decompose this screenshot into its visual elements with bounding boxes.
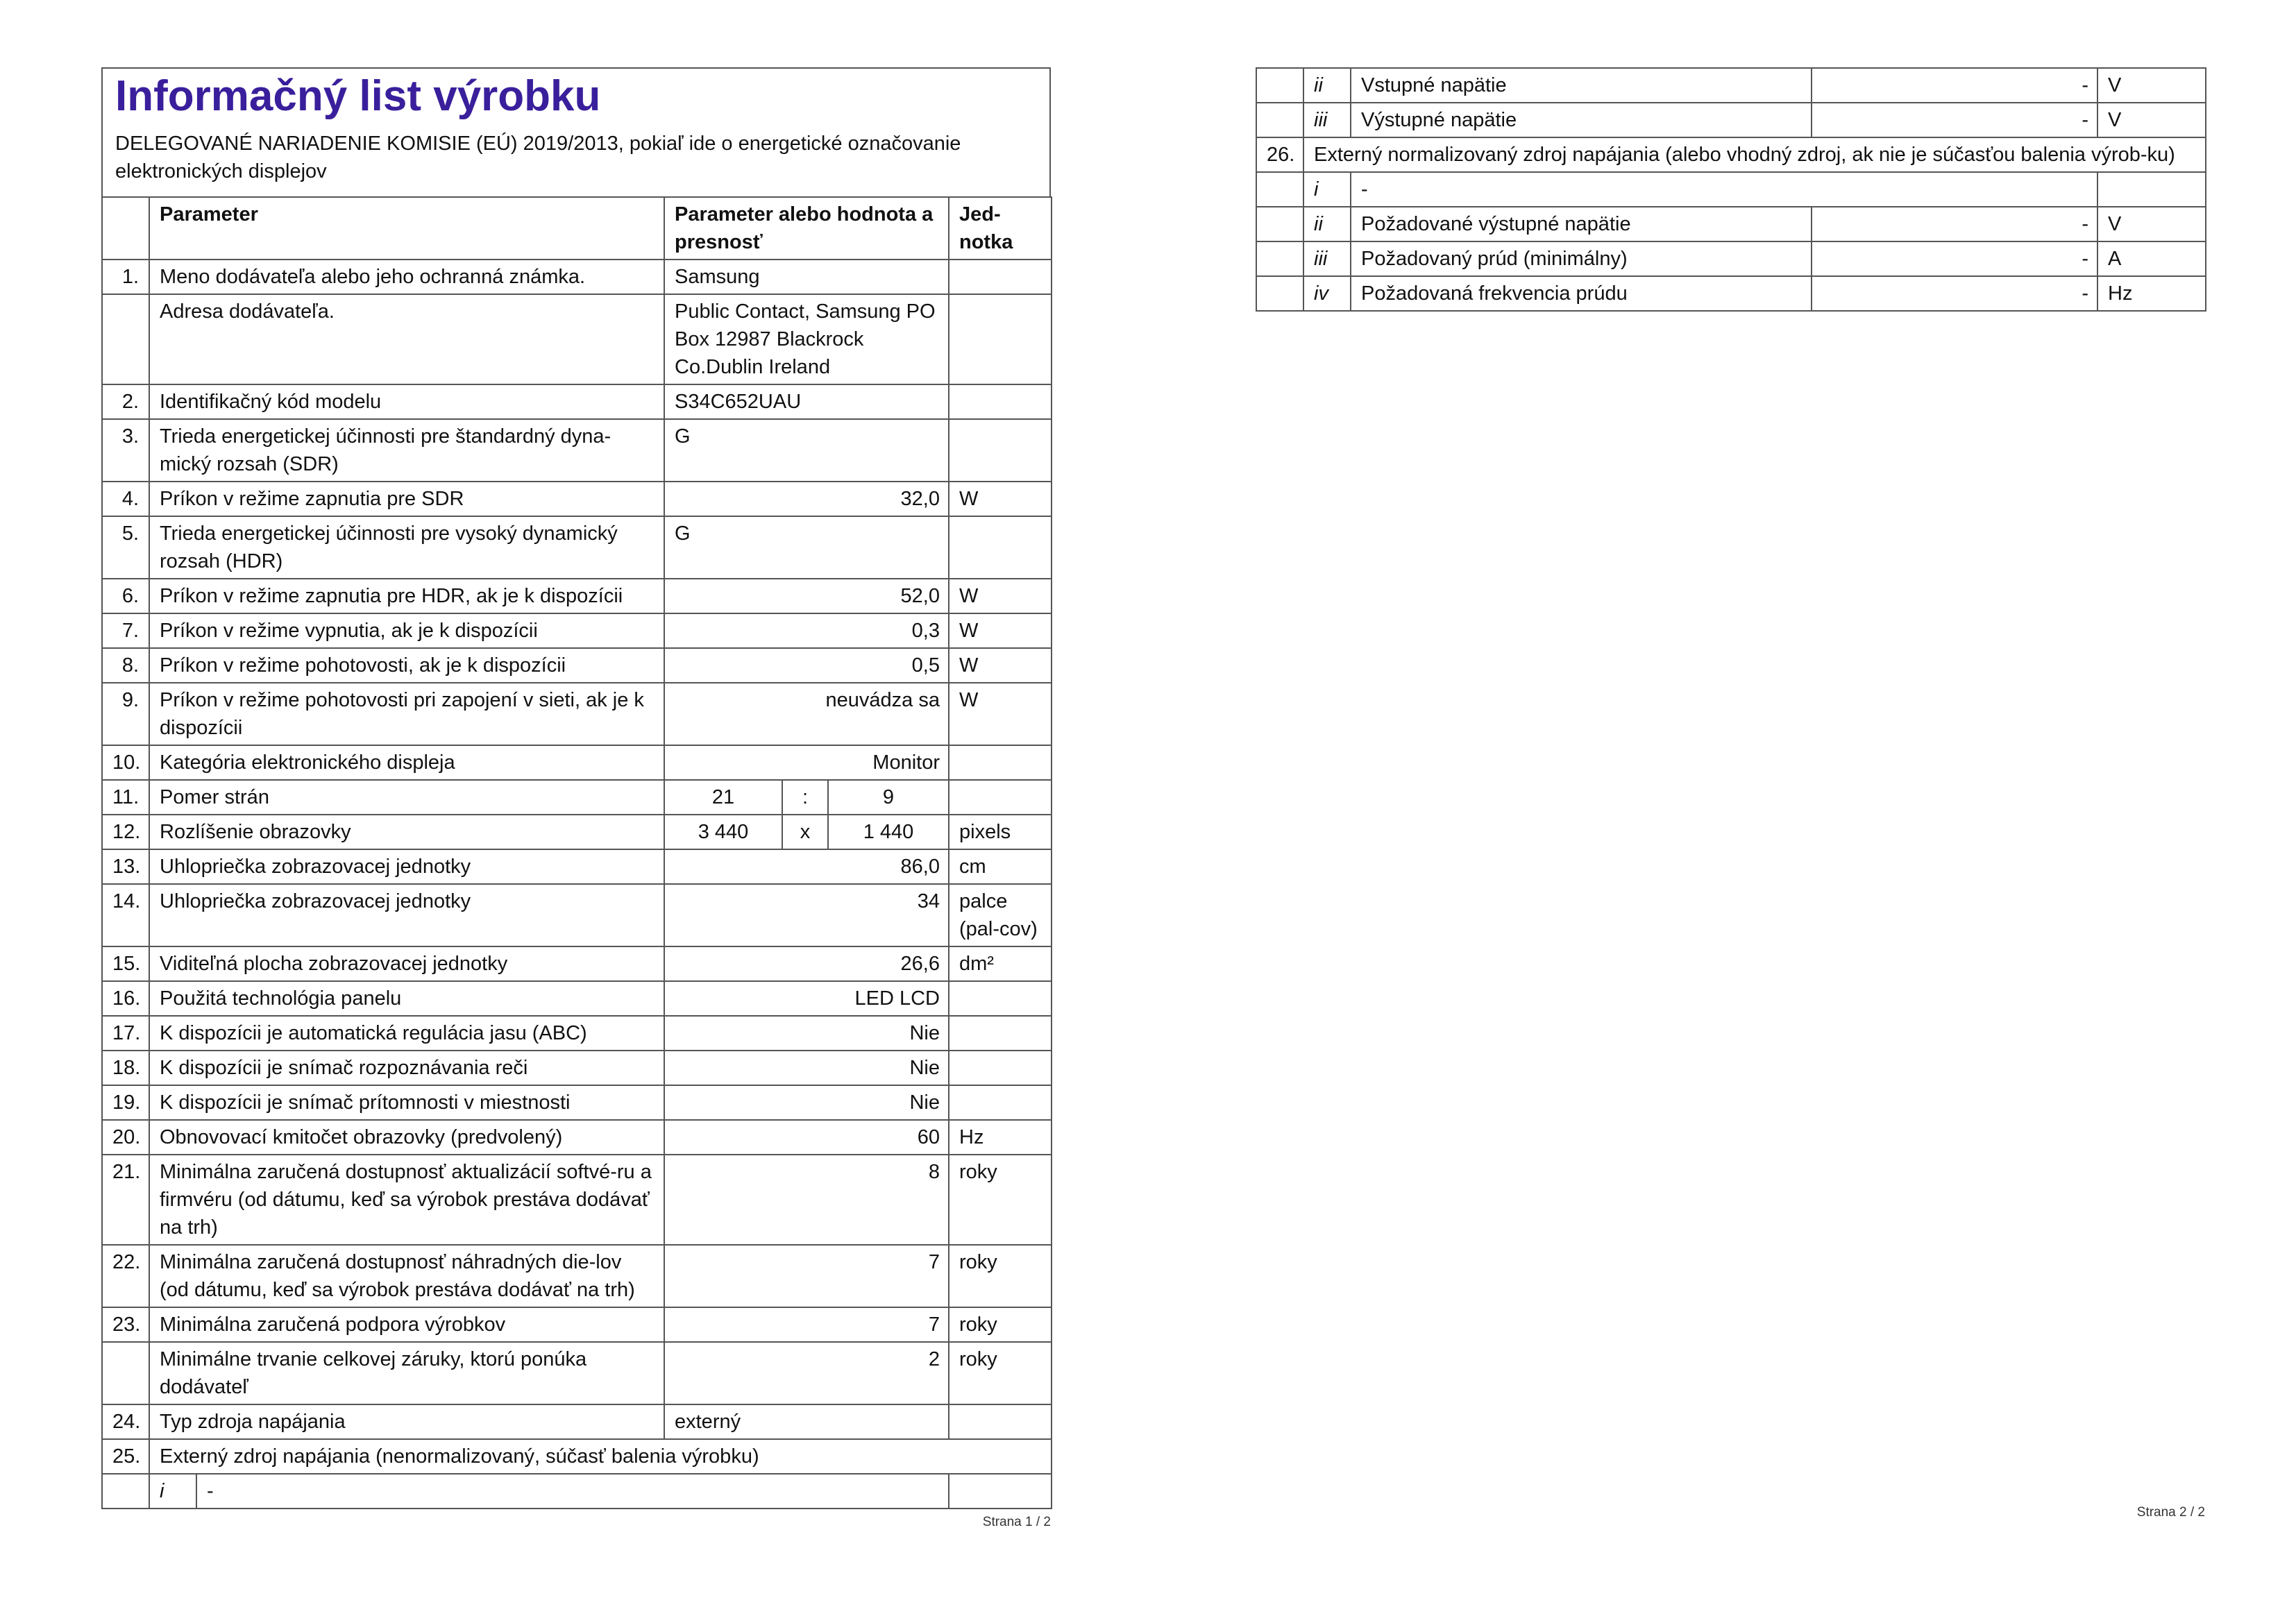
table-row: 24. Typ zdroja napájania externý — [102, 1404, 1052, 1439]
table-row: iii Výstupné napätie - V — [1256, 103, 2206, 137]
table-row: 21. Minimálna zaručená dostupnosť aktualizácií softvé-ru a firmvéru (od dátumu, keď sa výrobok prestáva dodávať na trh) 8 roky — [102, 1155, 1052, 1245]
table-row: ii Požadované výstupné napätie - V — [1256, 207, 2206, 241]
table-row: 4. Príkon v režime zapnutia pre SDR 32,0 W — [102, 482, 1052, 516]
page-number: Strana 1 / 2 — [982, 1515, 1051, 1530]
table-row: 18. K dispozícii je snímač rozpoznávania reči Nie — [102, 1051, 1052, 1085]
table-row: Adresa dodávateľa. Public Contact, Samsung PO Box 12987 Blackrock Co.Dublin Ireland — [102, 294, 1052, 384]
header-value: Parameter alebo hodnota a presnosť — [664, 197, 949, 260]
product-info-table-continued — [1256, 67, 2206, 312]
table-row: 26. Externý normalizovaný zdroj napájania (alebo vhodný zdroj, ak nie je súčasťou balenia výrob-ku) — [1256, 137, 2206, 172]
table-row: 5. Trieda energetickej účinnosti pre vysoký dynamický rozsah (HDR) G — [102, 516, 1052, 579]
table-row: 6. Príkon v režime zapnutia pre HDR, ak je k dispozícii 52,0 W — [102, 579, 1052, 613]
table-row: 16. Použitá technológia panelu LED LCD — [102, 981, 1052, 1016]
table-row: 3. Trieda energetickej účinnosti pre štandardný dyna-mický rozsah (SDR) G — [102, 419, 1052, 482]
table-header — [102, 197, 1052, 260]
page-1 — [101, 67, 1051, 1530]
table-row: 14. Uhlopriečka zobrazovacej jednotky 34 palce (pal-cov) — [102, 884, 1052, 946]
table-row: 2. Identifikačný kód modelu S34C652UAU — [102, 384, 1052, 419]
table-row: 23. Minimálna zaručená podpora výrobkov 7 roky — [102, 1307, 1052, 1342]
title-box — [101, 67, 1051, 196]
document-title: Informačný list výrobku — [115, 72, 601, 120]
table-row: 19. K dispozícii je snímač prítomnosti v miestnosti Nie — [102, 1085, 1052, 1120]
table-row: 15. Viditeľná plocha zobrazovacej jednotky 26,6 dm² — [102, 946, 1052, 981]
table-row: 11. Pomer strán 21 : 9 — [102, 780, 1052, 815]
header-unit: Jed-notka — [949, 197, 1052, 260]
table-row: 7. Príkon v režime vypnutia, ak je k dispozícii 0,3 W — [102, 613, 1052, 648]
regulation-subtitle: DELEGOVANÉ NARIADENIE KOMISIE (EÚ) 2019/2013, pokiaľ ide o energetické označovanie elektronických displejov — [115, 133, 961, 183]
table-row: 12. Rozlíšenie obrazovky 3 440 x 1 440 pixels — [102, 815, 1052, 849]
page-2 — [1256, 67, 2205, 1520]
table-row: 20. Obnovovací kmitočet obrazovky (predvolený) 60 Hz — [102, 1120, 1052, 1155]
table-row: 8. Príkon v režime pohotovosti, ak je k dispozícii 0,5 W — [102, 648, 1052, 683]
product-info-table — [101, 196, 1052, 1509]
table-row: 1. Meno dodávateľa alebo jeho ochranná známka. Samsung — [102, 260, 1052, 294]
table-row: Minimálne trvanie celkovej záruky, ktorú ponúka dodávateľ 2 roky — [102, 1342, 1052, 1404]
table-row: iv Požadovaná frekvencia prúdu - Hz — [1256, 276, 2206, 311]
table-row: iii Požadovaný prúd (minimálny) - A — [1256, 241, 2206, 276]
table-row: 17. K dispozícii je automatická regulácia jasu (ABC) Nie — [102, 1016, 1052, 1051]
table-row: 13. Uhlopriečka zobrazovacej jednotky 86,0 cm — [102, 849, 1052, 884]
table-row: 25. Externý zdroj napájania (nenormalizovaný, súčasť balenia výrobku) — [102, 1439, 1052, 1474]
table-row: 9. Príkon v režime pohotovosti pri zapojení v sieti, ak je k dispozícii neuvádza sa W — [102, 683, 1052, 745]
table-row: 22. Minimálna zaručená dostupnosť náhradných die-lov (od dátumu, keď sa výrobok prestáva dodávať na trh) 7 roky — [102, 1245, 1052, 1307]
table-row: i - — [102, 1474, 1052, 1509]
page-number: Strana 2 / 2 — [2136, 1505, 2205, 1520]
table-row: 10. Kategória elektronického displeja Monitor — [102, 745, 1052, 780]
table-row: ii Vstupné napätie - V — [1256, 68, 2206, 103]
table-row: i - — [1256, 172, 2206, 207]
header-parameter: Parameter — [149, 197, 664, 260]
